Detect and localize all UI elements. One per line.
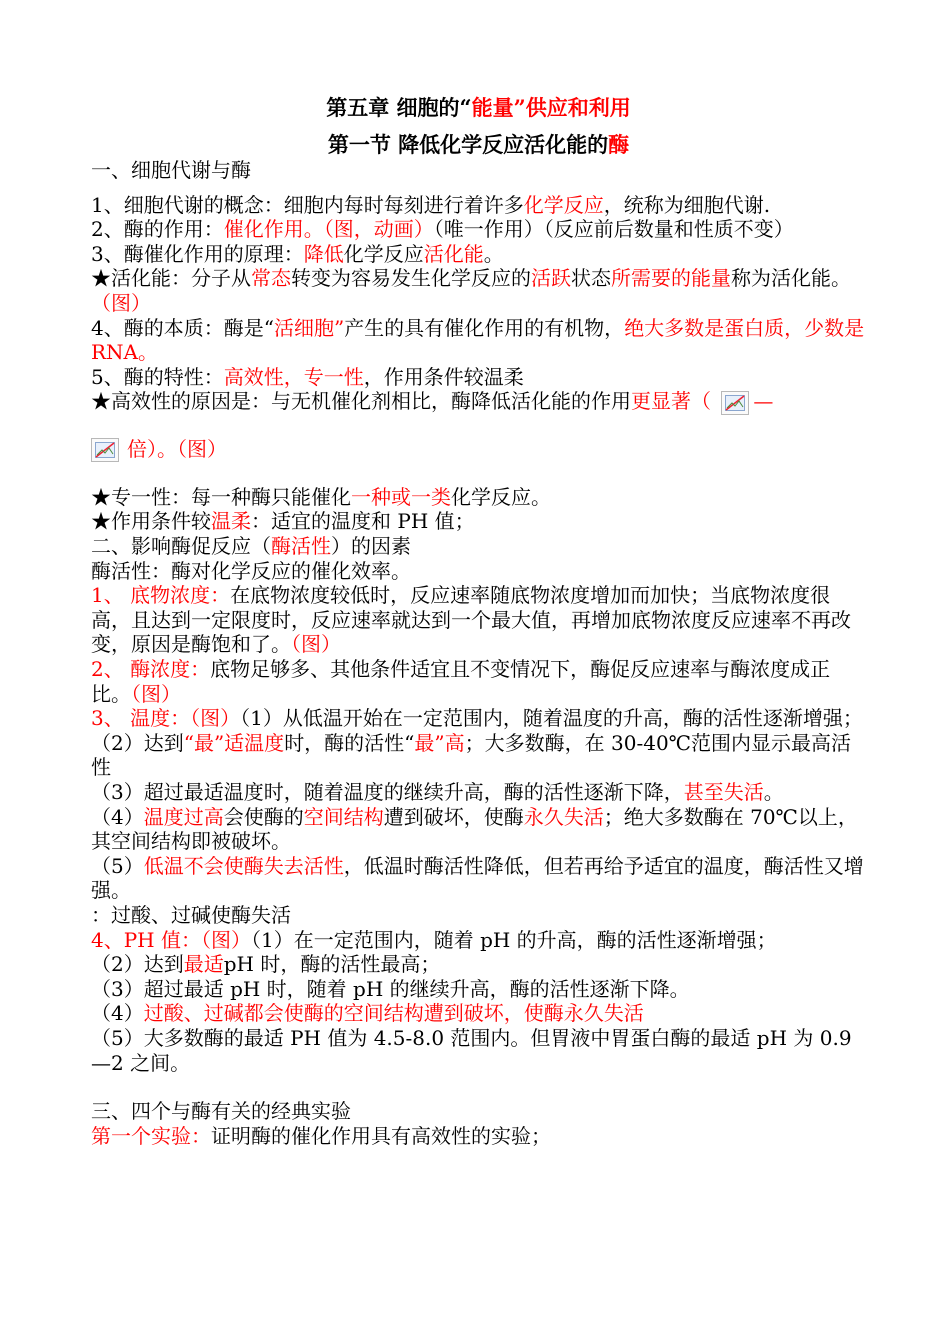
item-enzyme-nature: 4、酶的本质：酶是“活细胞”产生的具有催化作用的有机物，绝大多数是蛋白质，少数是RNA。 <box>91 315 865 365</box>
item-ph: 4、PH 值：（图）（1）在一定范围内，随着 pH 的升高，酶的活性逐渐增强； <box>91 927 777 952</box>
item-high-efficiency-cont: 倍）。（图） <box>91 437 866 463</box>
item-mild-conditions: ★作用条件较温柔：适宜的温度和 PH 值； <box>91 509 475 534</box>
heading-experiments: 三、四个与酶有关的经典实验 <box>91 1099 351 1124</box>
item-temperature: 3、 温度：（图）（1）从低温开始在一定范围内，随着温度的升高，酶的活性逐渐增强； <box>91 706 863 731</box>
heading-factors: 二、影响酶促反应（酶活性）的因素 <box>91 534 411 559</box>
item-metabolism-concept: 1、细胞代谢的概念：细胞内每时每刻进行着许多化学反应，统称为细胞代谢. <box>91 192 771 217</box>
broken-image-icon <box>721 391 749 415</box>
item-substrate-concentration: 1、 底物浓度：在底物浓度较低时，反应速率随底物浓度增加而加快；当底物浓度很高，且达到一定限度时，反应速率就达到一个最大值，再增加底物浓度反应速率不再改变，原因是酶饱和了。（图） <box>91 583 851 657</box>
heading-metabolism: 一、细胞代谢与酶 <box>91 158 251 182</box>
item-ph-4: （4）过酸、过碱都会使酶的空间结构遭到破坏，使酶永久失活 <box>91 1001 644 1026</box>
section-title: 第一节 降低化学反应活化能的酶 <box>327 132 630 157</box>
item-temperature-4: （4）温度过高会使酶的空间结构遭到破坏，使酶永久失活；绝大多数酶在 70℃以上，其空间结构即被破坏。 <box>91 804 858 854</box>
broken-image-icon <box>91 438 119 462</box>
item-temperature-2: （2）达到“最”适温度时，酶的活性“最”高；大多数酶，在 30-40℃范围内显示最高活性 <box>91 730 852 780</box>
item-high-efficiency: ★高效性的原因是：与无机催化剂相比，酶降低活化能的作用更显著（ — <box>91 389 774 414</box>
chapter-title: 第五章 细胞的“能量”供应和利用 <box>326 95 631 120</box>
item-specificity: ★专一性：每一种酶只能催化一种或一类化学反应。 <box>91 484 551 509</box>
item-ph-2: （2）达到最适pH 时，酶的活性最高； <box>91 952 441 977</box>
item-temperature-5: （5）低温不会使酶失去活性，低温时酶活性降低，但若再给予适宜的温度，酶活性又增强。 <box>91 853 864 903</box>
item-acid-base: ：过酸、过碱使酶失活 <box>91 902 291 927</box>
item-ph-3: （3）超过最适 pH 时，随着 pH 的继续升高，酶的活性逐渐下降。 <box>91 976 690 1001</box>
item-experiment-1: 第一个实验：证明酶的催化作用具有高效性的实验； <box>91 1123 551 1148</box>
item-enzyme-function: 2、酶的作用：催化作用。（图，动画）（唯一作用）（反应前后数量和性质不变） <box>91 217 794 242</box>
item-enzyme-properties: 5、酶的特性：高效性，专一性，作用条件较温柔 <box>91 364 524 389</box>
item-enzyme-concentration: 2、 酶浓度：底物足够多、其他条件适宜且不变情况下，酶促反应速率与酶浓度成正比。（图） <box>91 657 831 706</box>
item-catalysis-principle: 3、酶催化作用的原理：降低化学反应活化能。 <box>91 241 504 266</box>
item-activation-energy: ★活化能：分子从常态转变为容易发生化学反应的活跃状态所需要的能量称为活化能。（图） <box>91 266 851 315</box>
document-page <box>91 94 866 1148</box>
item-enzyme-activity-def: 酶活性：酶对化学反应的催化效率。 <box>91 558 411 583</box>
item-ph-5: （5）大多数酶的最适 PH 值为 4.5-8.0 范围内。但胃液中胃蛋白酶的最适 pH 为 0.9—2 之间。 <box>91 1025 852 1075</box>
item-temperature-3: （3）超过最适温度时，随着温度的继续升高，酶的活性逐渐下降，甚至失活。 <box>91 779 784 804</box>
